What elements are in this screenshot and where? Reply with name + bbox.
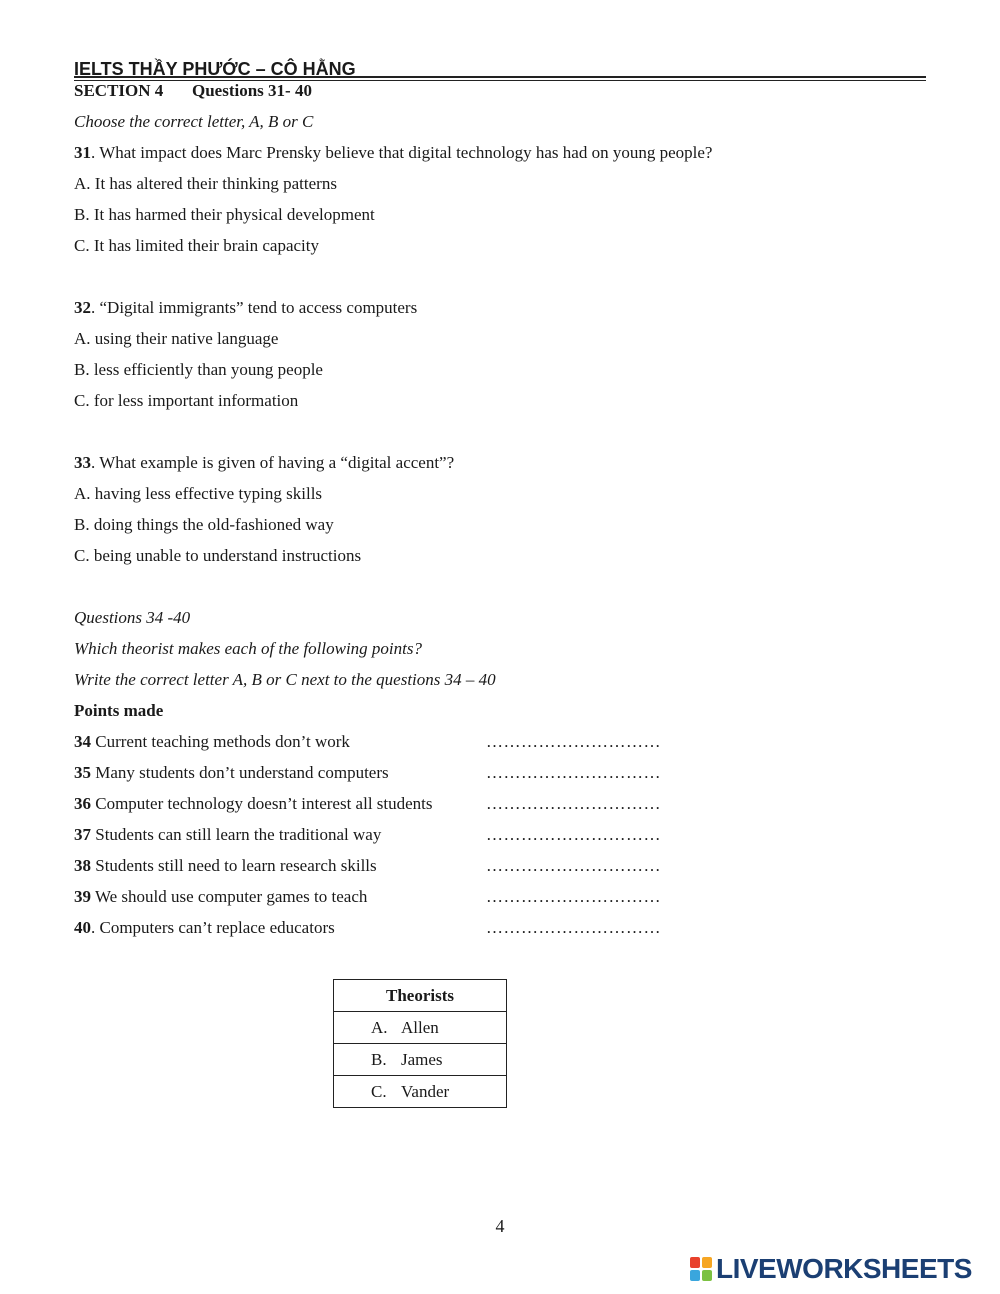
logo-square (702, 1270, 712, 1281)
brand-name: LIVEWORKSHEETS (716, 1253, 972, 1284)
point-number: 37 (74, 825, 91, 844)
point-34 (74, 732, 350, 752)
theorist-c (334, 1076, 507, 1108)
point-number: 36 (74, 794, 91, 813)
option-33-c: C. being unable to understand instructions (74, 546, 362, 565)
question-33 (74, 453, 454, 473)
page-header: IELTS THẦY PHƯỚC – CÔ HẰNG (74, 59, 356, 79)
answer-blank-35[interactable]: ………………………… (486, 763, 661, 782)
question-text: . What impact does Marc Prensky believe that digital technology has had on young people? (91, 143, 713, 162)
table-row (334, 1012, 507, 1044)
point-text: We should use computer games to teach (91, 887, 368, 906)
option-31-a: A. It has altered their thinking patterns (74, 174, 337, 193)
point-number: 38 (74, 856, 91, 875)
question-31 (74, 143, 712, 163)
theorist-a (334, 1012, 507, 1044)
point-40 (74, 918, 335, 938)
instructions: Choose the correct letter, A, B or C (74, 112, 314, 131)
answer-blank-38[interactable]: ………………………… (486, 856, 661, 875)
logo-square (690, 1257, 700, 1268)
section-questions: Questions 31- 40 (192, 81, 312, 100)
question-text: . “Digital immigrants” tend to access computers (91, 298, 418, 317)
theorist-letter: B. (371, 1049, 387, 1069)
table-header-row (334, 980, 507, 1012)
point-text: Students still need to learn research skills (91, 856, 377, 875)
question-number: 32 (74, 298, 91, 317)
point-number: 34 (74, 732, 91, 751)
option-31-b: B. It has harmed their physical development (74, 205, 375, 224)
page-number: 4 (495, 1216, 505, 1236)
section-heading (74, 81, 312, 101)
answer-blank-40[interactable]: ………………………… (486, 918, 661, 937)
point-number: 40 (74, 918, 91, 937)
theorists-heading: Theorists (334, 980, 507, 1012)
option-32-a: A. using their native language (74, 329, 279, 348)
point-39 (74, 887, 367, 907)
points-heading: Points made (74, 701, 164, 720)
theorist-letter: C. (371, 1081, 387, 1101)
section-label: SECTION 4 (74, 81, 164, 100)
point-38 (74, 856, 377, 876)
point-37 (74, 825, 381, 845)
theorist-b (334, 1044, 507, 1076)
question-text: . What example is given of having a “digital accent”? (91, 453, 455, 472)
part2-heading: Questions 34 -40 (74, 608, 191, 627)
option-33-a: A. having less effective typing skills (74, 484, 323, 503)
question-number: 31 (74, 143, 91, 162)
point-text: Many students don’t understand computers (91, 763, 389, 782)
question-32 (74, 298, 417, 318)
option-32-b: B. less efficiently than young people (74, 360, 323, 379)
header-rule (74, 76, 926, 78)
part2-instruction: Which theorist makes each of the following points? (74, 639, 422, 658)
point-text: . Computers can’t replace educators (91, 918, 335, 937)
point-text: Students can still learn the traditional way (91, 825, 382, 844)
point-35 (74, 763, 389, 783)
point-number: 39 (74, 887, 91, 906)
point-text: Computer technology doesn’t interest all students (91, 794, 433, 813)
option-32-c: C. for less important information (74, 391, 299, 410)
option-31-c: C. It has limited their brain capacity (74, 236, 320, 255)
part2-instruction-2: Write the correct letter A, B or C next to the questions 34 – 40 (74, 670, 496, 689)
logo-square (702, 1257, 712, 1268)
answer-blank-37[interactable]: ………………………… (486, 825, 661, 844)
theorist-name: James (401, 1049, 443, 1069)
theorist-letter: A. (371, 1017, 388, 1037)
liveworksheets-logo-icon (690, 1257, 712, 1281)
table-row (334, 1044, 507, 1076)
answer-blank-34[interactable]: ………………………… (486, 732, 661, 751)
theorist-name: Allen (401, 1017, 439, 1037)
table-row (334, 1076, 507, 1108)
theorist-name: Vander (401, 1081, 450, 1101)
theorists-table (333, 979, 507, 1108)
point-number: 35 (74, 763, 91, 782)
answer-blank-39[interactable]: ………………………… (486, 887, 661, 906)
answer-blank-36[interactable]: ………………………… (486, 794, 661, 813)
liveworksheets-brand[interactable] (690, 1254, 972, 1284)
logo-square (690, 1270, 700, 1281)
point-36 (74, 794, 433, 814)
question-number: 33 (74, 453, 91, 472)
point-text: Current teaching methods don’t work (91, 732, 350, 751)
option-33-b: B. doing things the old-fashioned way (74, 515, 334, 534)
